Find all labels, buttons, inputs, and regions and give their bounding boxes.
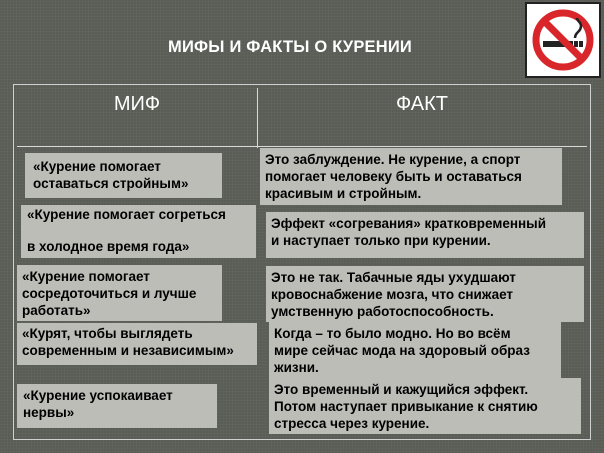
myth-cell: «Курение помогает оставаться стройным» <box>25 153 222 198</box>
table-header <box>17 88 587 146</box>
fact-cell: Эффект «согревания» кратковременный и наступает только при курении. <box>266 212 584 258</box>
myth-cell: «Курение успокаивает нервы» <box>17 384 217 428</box>
myth-cell: «Курят, чтобы выглядеть современным и независимым» <box>17 323 257 365</box>
fact-cell: Это не так. Табачные яды ухудшают кровоснабжение мозга, что снижает умственную работоспособность. <box>266 266 584 322</box>
header-divider <box>257 88 258 148</box>
slide-title: МИФЫ И ФАКТЫ О КУРЕНИИ <box>168 38 412 56</box>
no-smoking-sign-icon <box>525 2 601 78</box>
header-myth: МИФ <box>113 93 161 115</box>
fact-cell: Это заблуждение. Не курение, а спорт помогает человеку быть и оставаться красивым и стройным. <box>260 148 562 205</box>
header-underline <box>17 146 587 147</box>
myth-cell: «Курение помогает сосредоточиться и лучше работать» <box>17 265 222 321</box>
myth-cell: «Курение помогает согреться в холодное время года» <box>21 205 256 258</box>
fact-cell: Это временный и кажущийся эффект. Потом наступает привыкание к снятию стресса через курение. <box>269 378 581 434</box>
fact-cell: Когда – то было модно. Но во всём мире сейчас мода на здоровый образ жизни. <box>269 322 561 378</box>
header-fact: ФАКТ <box>396 93 448 115</box>
